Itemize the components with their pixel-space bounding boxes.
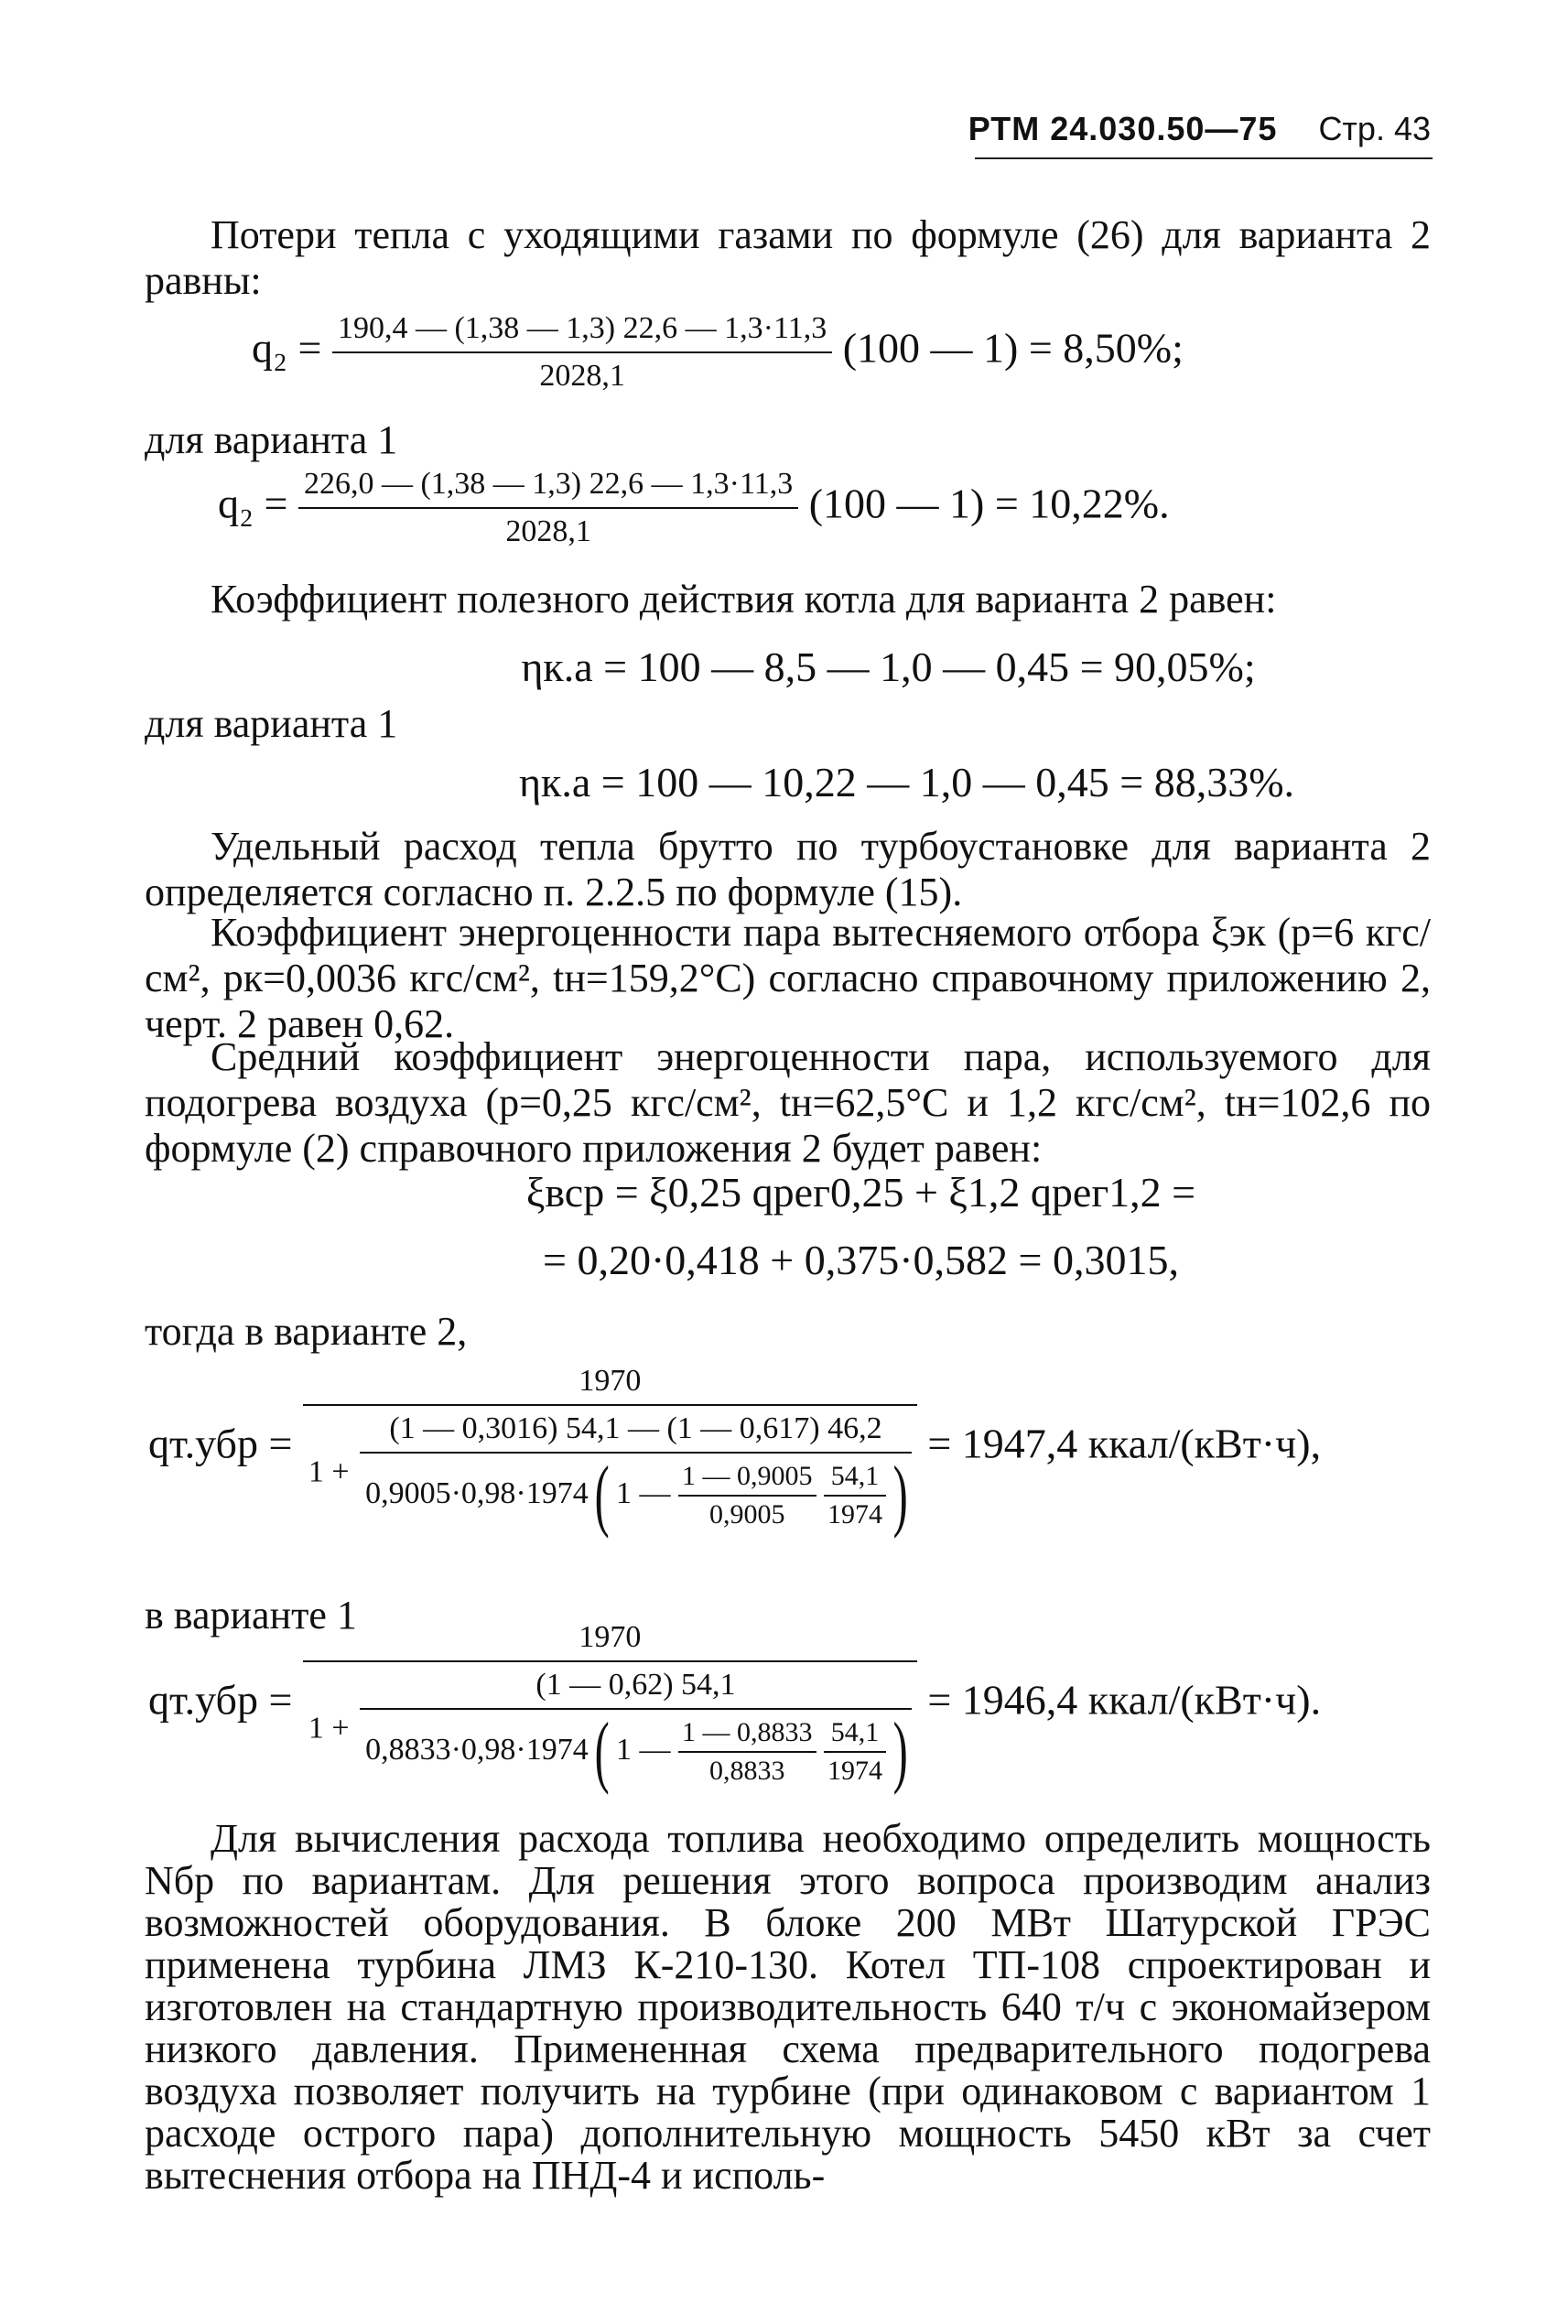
page-header <box>968 110 1431 148</box>
document-code: РТМ 24.030.50—75 <box>968 110 1278 147</box>
inner-fraction <box>360 1668 912 1796</box>
sub-fraction-ratio <box>824 1717 886 1787</box>
formula-lhs: qт.убр = <box>148 1676 293 1724</box>
ratio-denominator: 1974 <box>827 1756 883 1786</box>
inner-denominator-product: 0,9005·0,98·1974 <box>365 1475 589 1510</box>
formula-heat-rate-variant2 <box>148 1364 1322 1540</box>
outer-denominator <box>303 1662 917 1796</box>
inner-denominator <box>360 1451 912 1540</box>
right-parenthesis: ) <box>892 1707 908 1796</box>
paragraph-efficiency: Коэффициент полезного действия котла для варианта 2 равен: <box>211 577 1277 622</box>
formula-lhs: q₂ = <box>218 480 288 527</box>
page-number: Стр. 43 <box>1318 110 1431 147</box>
sub-one-minus: 1 — <box>616 1732 679 1767</box>
label-variant2: тогда в варианте 2, <box>145 1309 468 1354</box>
label-variant1: в варианте 1 <box>145 1593 357 1638</box>
sub-fraction-denominator: 0,9005 <box>709 1499 785 1530</box>
formula-q2-variant1 <box>218 467 1170 549</box>
formula-rhs: = 1947,4 ккал/(кВт·ч), <box>927 1420 1322 1467</box>
sub-fraction <box>678 1461 816 1530</box>
outer-fraction <box>303 1364 917 1540</box>
inner-numerator: (1 — 0,3016) 54,1 — (1 — 0,617) 46,2 <box>360 1411 912 1454</box>
formula-lhs: qт.убр = <box>148 1420 293 1467</box>
inner-denominator <box>360 1707 912 1796</box>
fraction-denominator: 2028,1 <box>539 359 625 393</box>
sub-fraction <box>678 1717 816 1787</box>
ratio-denominator: 1974 <box>827 1499 883 1530</box>
one-plus: 1 + <box>308 1454 350 1489</box>
formula-rhs: = 1946,4 ккал/(кВт·ч). <box>927 1676 1322 1724</box>
formula-fraction <box>298 467 798 549</box>
outer-numerator: 1970 <box>303 1620 917 1662</box>
label-variant1: для варианта 1 <box>145 417 398 462</box>
formula-q2-variant2 <box>252 311 1184 394</box>
paragraph-energy-coefficient: Коэффициент энергоценности пара вытесняемого отбора ξэк (p=6 кгс/см², pк=0,0036 кгс/см², tн=159,2°С) согласно справочному приложению 2, черт. 2 равен 0,62. <box>145 910 1431 1046</box>
sub-fraction-ratio <box>824 1461 886 1530</box>
paragraph-fuel-consumption: Для вычисления расхода топлива необходимо определить мощность Nбр по вариантам. Для решения этого вопроса производим анализ возможностей оборудования. В блоке 200 МВт Шатурской ГРЭС применена турбина ЛМЗ К-210-130. Котел ТП-108 спроектирован и изготовлен на стандартную производительность 640 т/ч с экономайзером низкого давления. Примененная схема предварительного подогрева воздуха позволяет получить на турбине (при одинаковом с вариантом 1 расходе острого пара) дополнительную мощность 5450 кВт за счет вытеснения отбора на ПНД-4 и исполь- <box>145 1816 1431 2198</box>
one-plus: 1 + <box>308 1711 350 1746</box>
ratio-numerator: 54,1 <box>824 1717 886 1753</box>
outer-fraction <box>303 1620 917 1796</box>
formula-heat-rate-variant1 <box>148 1620 1322 1796</box>
label-variant1: для варианта 1 <box>145 701 398 746</box>
sub-fraction-denominator: 0,8833 <box>709 1756 785 1786</box>
fraction-denominator: 2028,1 <box>505 514 591 548</box>
sub-one-minus: 1 — <box>616 1475 679 1510</box>
left-parenthesis: ( <box>594 1707 610 1796</box>
inner-fraction <box>360 1411 912 1540</box>
formula-efficiency-variant1: ηк.а = 100 — 10,22 — 1,0 — 0,45 = 88,33%. <box>518 759 1295 805</box>
formula-average-coefficient-value: = 0,20·0,418 + 0,375·0,582 = 0,3015, <box>543 1237 1179 1283</box>
header-rule <box>975 157 1433 159</box>
formula-rhs: (100 — 1) = 10,22%. <box>808 480 1170 527</box>
formula-efficiency-variant2: ηк.а = 100 — 8,5 — 1,0 — 0,45 = 90,05%; <box>521 643 1256 690</box>
fraction-numerator: 190,4 — (1,38 — 1,3) 22,6 — 1,3·11,3 <box>332 311 832 353</box>
formula-fraction <box>332 311 832 394</box>
sub-fraction-numerator: 1 — 0,8833 <box>678 1717 816 1753</box>
paragraph-heat-rate: Удельный расход тепла брутто по турбоустановке для варианта 2 определяется согласно п. 2.2.5 по формуле (15). <box>145 824 1431 914</box>
fraction-numerator: 226,0 — (1,38 — 1,3) 22,6 — 1,3·11,3 <box>298 467 798 509</box>
inner-numerator: (1 — 0,62) 54,1 <box>360 1668 912 1710</box>
outer-numerator: 1970 <box>303 1364 917 1406</box>
paragraph-average-coefficient: Средний коэффициент энергоценности пара, используемого для подогрева воздуха (p=0,25 кгс/см², tн=62,5°С и 1,2 кгс/см², tн=102,6 по формуле (2) справочного приложения 2 будет равен: <box>145 1034 1431 1171</box>
sub-fraction-numerator: 1 — 0,9005 <box>678 1461 816 1497</box>
paragraph-heat-loss: Потери тепла с уходящими газами по формуле (26) для варианта 2 равны: <box>145 212 1431 303</box>
formula-lhs: q₂ = <box>252 324 322 372</box>
formula-rhs: (100 — 1) = 8,50%; <box>842 324 1184 372</box>
left-parenthesis: ( <box>594 1451 610 1540</box>
right-parenthesis: ) <box>892 1451 908 1540</box>
ratio-numerator: 54,1 <box>824 1461 886 1497</box>
outer-denominator <box>303 1406 917 1540</box>
inner-denominator-product: 0,8833·0,98·1974 <box>365 1732 589 1767</box>
formula-average-coefficient: ξвср = ξ0,25 qрег0,25 + ξ1,2 qрег1,2 = <box>525 1169 1196 1216</box>
